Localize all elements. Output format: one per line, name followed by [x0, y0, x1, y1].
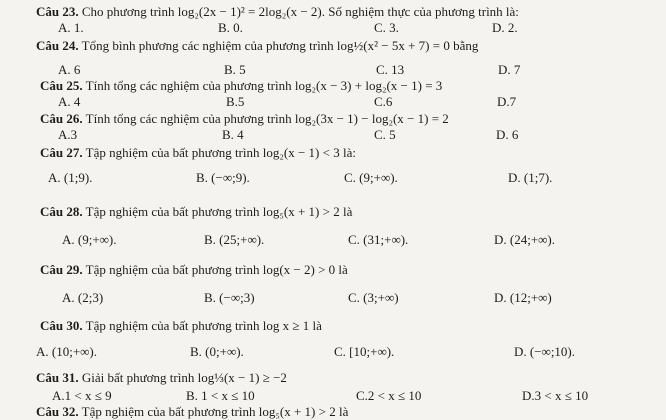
option-b: B. 1 < x ≤ 10	[186, 388, 255, 403]
question-text: Tập nghiệm của bất phương trình log₅(x + 1) > 2 là	[81, 404, 349, 419]
question-text: Tập nghiệm của bất phương trình log x ≥ 1 là	[85, 318, 322, 333]
option-c: C. 3.	[374, 20, 399, 35]
option-a: A.1 < x ≤ 9	[52, 388, 112, 403]
option-a: A. 1.	[58, 20, 84, 35]
question-text: Cho phương trình log₂(2x − 1)² = 2log₂(x − 2). Số nghiệm thực của phương trình là:	[81, 4, 519, 19]
option-c: C. (9;+∞).	[344, 170, 398, 185]
option-d: D. (24;+∞).	[494, 232, 556, 247]
option-b: B.5	[226, 94, 245, 109]
option-d: D.7	[497, 94, 517, 109]
option-c: C.2 < x ≤ 10	[356, 388, 422, 403]
option-a: A. (9;+∞).	[62, 232, 117, 247]
question-label: Câu 27.	[40, 145, 83, 160]
question-text: Tập nghiệm của bất phương trình log(x − 2) > 0 là	[85, 262, 348, 277]
option-a: A. (1;9).	[48, 170, 93, 185]
option-b: B. (0;+∞).	[190, 344, 244, 359]
question-label: Câu 25.	[40, 78, 83, 93]
option-c: C. 13	[376, 62, 405, 77]
option-c: C. 5	[374, 127, 396, 142]
option-a: A. 6	[58, 62, 81, 77]
question-26	[40, 111, 449, 126]
option-d: D.3 < x ≤ 10	[522, 388, 589, 403]
option-d: D. (1;7).	[508, 170, 553, 185]
question-24	[36, 38, 478, 53]
question-label: Câu 30.	[40, 318, 83, 333]
option-b: B. (−∞;3)	[204, 290, 255, 305]
option-c: C. [10;+∞).	[334, 344, 395, 359]
question-label: Câu 28.	[40, 204, 83, 219]
question-32	[36, 404, 348, 419]
question-27	[40, 145, 356, 160]
question-label: Câu 24.	[36, 38, 79, 53]
question-text: Tổng bình phương các nghiệm của phương trình log½(x² − 5x + 7) = 0 bằng	[81, 38, 479, 53]
option-d: D. (−∞;10).	[514, 344, 576, 359]
option-b: B. (25;+∞).	[204, 232, 265, 247]
question-30	[40, 318, 322, 333]
question-25	[40, 78, 442, 93]
question-text: Tập nghiệm của bất phương trình log₂(x − 1) < 3 là:	[85, 145, 356, 160]
option-b: B. 5	[224, 62, 246, 77]
option-d: D. (12;+∞)	[494, 290, 552, 305]
option-a: A.3	[58, 127, 78, 142]
question-text: Tập nghiệm của bất phương trình log₅(x + 1) > 2 là	[85, 204, 353, 219]
option-c: C. (3;+∞)	[348, 290, 399, 305]
option-b: B. 0.	[218, 20, 243, 35]
option-a: A. (10;+∞).	[36, 344, 98, 359]
question-29	[40, 262, 348, 277]
option-c: C. (31;+∞).	[348, 232, 409, 247]
option-c: C.6	[374, 94, 393, 109]
question-text: Giải bất phương trình log⅓(x − 1) ≥ −2	[81, 370, 287, 385]
question-label: Câu 31.	[36, 370, 79, 385]
option-d: D. 6	[496, 127, 519, 142]
option-a: A. 4	[58, 94, 81, 109]
option-d: D. 7	[498, 62, 521, 77]
question-label: Câu 32.	[36, 404, 79, 419]
question-label: Câu 23.	[36, 4, 79, 19]
question-31	[36, 370, 287, 385]
option-a: A. (2;3)	[62, 290, 104, 305]
question-label: Câu 26.	[40, 111, 83, 126]
option-b: B. 4	[222, 127, 244, 142]
question-23	[36, 4, 519, 19]
question-label: Câu 29.	[40, 262, 83, 277]
question-28	[40, 204, 352, 219]
option-b: B. (−∞;9).	[196, 170, 250, 185]
option-d: D. 2.	[492, 20, 518, 35]
question-text: Tính tổng các nghiệm của phương trình log₂(x − 3) + log₂(x − 1) = 3	[85, 78, 443, 93]
question-text: Tính tổng các nghiệm của phương trình log₂(3x − 1) − log₂(x − 1) = 2	[85, 111, 449, 126]
